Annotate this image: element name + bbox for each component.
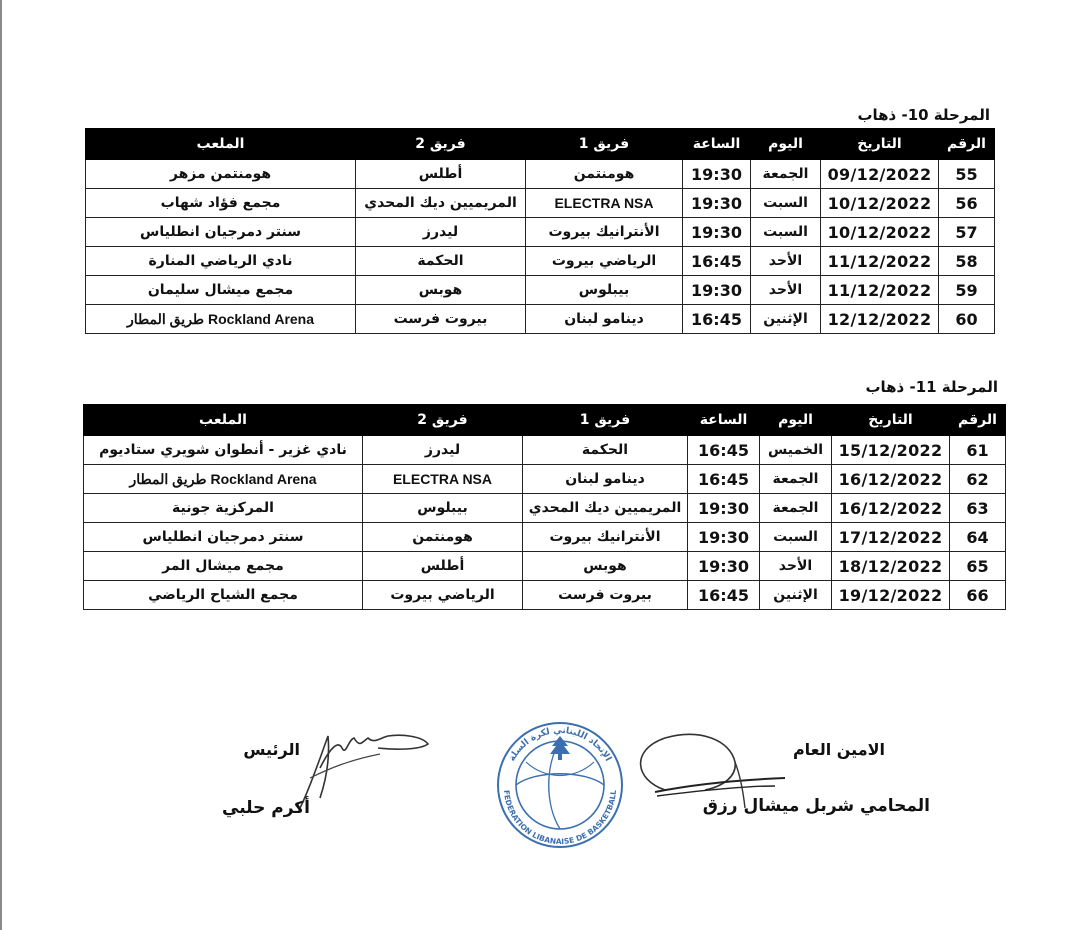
team1: الرياضي بيروت [526, 247, 683, 276]
header-day: اليوم [760, 405, 832, 436]
match-day: الجمعة [760, 494, 832, 523]
venue: مجمع ميشال المر [84, 552, 363, 581]
stage10-fixtures-table [85, 128, 995, 334]
table-row [84, 465, 1006, 494]
match-time: 19:30 [683, 189, 751, 218]
venue: Rockland Arena طريق المطار [86, 305, 356, 334]
header-team1: فريق 1 [526, 129, 683, 160]
match-time: 19:30 [683, 276, 751, 305]
table-row [84, 436, 1006, 465]
match-time: 16:45 [688, 581, 760, 610]
header-day: اليوم [751, 129, 821, 160]
match-number: 57 [939, 218, 995, 247]
venue: سنتر دمرجيان انطلياس [84, 523, 363, 552]
match-date: 10/12/2022 [821, 189, 939, 218]
match-day: السبت [751, 189, 821, 218]
team2: ELECTRA NSA [363, 465, 523, 494]
venue: Rockland Arena طريق المطار [84, 465, 363, 494]
venue: المركزية جونية [84, 494, 363, 523]
match-date: 11/12/2022 [821, 276, 939, 305]
header-num: الرقم [939, 129, 995, 160]
venue: مجمع فؤاد شهاب [86, 189, 356, 218]
match-time: 19:30 [683, 218, 751, 247]
table-row [84, 581, 1006, 610]
match-time: 19:30 [688, 523, 760, 552]
match-date: 19/12/2022 [832, 581, 950, 610]
seal-french-text: FEDERATION LIBANAISE DE BASKETBALL [501, 789, 619, 847]
table-row [84, 494, 1006, 523]
match-day: الإثنين [751, 305, 821, 334]
team2: ليدرز [356, 218, 526, 247]
header-venue: الملعب [84, 405, 363, 436]
team2: هوبس [356, 276, 526, 305]
team2: الحكمة [356, 247, 526, 276]
match-number: 56 [939, 189, 995, 218]
match-date: 11/12/2022 [821, 247, 939, 276]
team1: هومنتمن [526, 160, 683, 189]
team1: هوبس [523, 552, 688, 581]
venue: هومنتمن مزهر [86, 160, 356, 189]
team1: الحكمة [523, 436, 688, 465]
match-time: 16:45 [683, 247, 751, 276]
header-num: الرقم [950, 405, 1006, 436]
table-row [86, 218, 995, 247]
match-number: 61 [950, 436, 1006, 465]
match-time: 16:45 [688, 436, 760, 465]
match-number: 63 [950, 494, 1006, 523]
header-team2: فريق 2 [356, 129, 526, 160]
match-day: الأحد [760, 552, 832, 581]
table-header-row [86, 129, 995, 160]
match-day: السبت [751, 218, 821, 247]
match-date: 16/12/2022 [832, 465, 950, 494]
match-number: 55 [939, 160, 995, 189]
match-day: الجمعة [751, 160, 821, 189]
stage11-fixtures-table [83, 404, 1006, 610]
team1: المريميين ديك المحدي [523, 494, 688, 523]
match-day: الإثنين [760, 581, 832, 610]
match-day: الأحد [751, 247, 821, 276]
match-day: السبت [760, 523, 832, 552]
header-team2: فريق 2 [363, 405, 523, 436]
match-number: 60 [939, 305, 995, 334]
stage10-title: المرحلة 10- ذهاب [857, 106, 990, 124]
table-row [86, 247, 995, 276]
match-date: 17/12/2022 [832, 523, 950, 552]
header-time: الساعة [683, 129, 751, 160]
team2: أطلس [356, 160, 526, 189]
secretary-general-name: المحامي شربل ميشال رزق [702, 796, 930, 816]
page-edge [0, 0, 2, 930]
match-time: 16:45 [688, 465, 760, 494]
team1: بيروت فرست [523, 581, 688, 610]
team2: الرياضي بيروت [363, 581, 523, 610]
team1: دينامو لبنان [526, 305, 683, 334]
match-number: 59 [939, 276, 995, 305]
table-row [86, 305, 995, 334]
table-row [86, 276, 995, 305]
venue: نادي الرياضي المنارة [86, 247, 356, 276]
secretary-general-title: الامين العام [792, 740, 885, 759]
table-header-row [84, 405, 1006, 436]
header-time: الساعة [688, 405, 760, 436]
team2: ليدرز [363, 436, 523, 465]
team1: الأنترانيك بيروت [526, 218, 683, 247]
match-date: 09/12/2022 [821, 160, 939, 189]
table-row [86, 160, 995, 189]
match-number: 62 [950, 465, 1006, 494]
match-date: 16/12/2022 [832, 494, 950, 523]
header-venue: الملعب [86, 129, 356, 160]
president-title: الرئيس [243, 740, 300, 759]
match-time: 19:30 [683, 160, 751, 189]
match-day: الأحد [751, 276, 821, 305]
stage11-title: المرحلة 11- ذهاب [865, 378, 998, 396]
president-name: أكرم حلبي [222, 798, 310, 818]
team2: المريميين ديك المحدي [356, 189, 526, 218]
team1: ELECTRA NSA [526, 189, 683, 218]
venue: مجمع ميشال سليمان [86, 276, 356, 305]
match-time: 16:45 [683, 305, 751, 334]
team1: بيبلوس [526, 276, 683, 305]
federation-seal-icon [490, 710, 630, 860]
team2: بيبلوس [363, 494, 523, 523]
match-number: 66 [950, 581, 1006, 610]
table-row [86, 189, 995, 218]
svg-text:FEDERATION LIBANAISE DE BASKET [502, 789, 618, 846]
table-row [84, 552, 1006, 581]
president-signature-icon [290, 718, 435, 813]
match-date: 18/12/2022 [832, 552, 950, 581]
table-row [84, 523, 1006, 552]
team1: دينامو لبنان [523, 465, 688, 494]
match-number: 58 [939, 247, 995, 276]
team1: الأنترانيك بيروت [523, 523, 688, 552]
match-date: 12/12/2022 [821, 305, 939, 334]
seal-arabic-text: الإتحاد اللبناني لكرة السلة [507, 725, 613, 764]
match-number: 64 [950, 523, 1006, 552]
header-team1: فريق 1 [523, 405, 688, 436]
venue: مجمع الشياح الرياضي [84, 581, 363, 610]
match-time: 19:30 [688, 494, 760, 523]
header-date: التاريخ [821, 129, 939, 160]
team2: بيروت فرست [356, 305, 526, 334]
match-number: 65 [950, 552, 1006, 581]
header-date: التاريخ [832, 405, 950, 436]
match-time: 19:30 [688, 552, 760, 581]
match-date: 15/12/2022 [832, 436, 950, 465]
match-date: 10/12/2022 [821, 218, 939, 247]
team2: أطلس [363, 552, 523, 581]
match-day: الخميس [760, 436, 832, 465]
venue: سنتر دمرجيان انطلياس [86, 218, 356, 247]
team2: هومنتمن [363, 523, 523, 552]
secretary-signature-icon [625, 720, 795, 810]
match-day: الجمعة [760, 465, 832, 494]
venue: نادي غزير - أنطوان شويري ستاديوم [84, 436, 363, 465]
